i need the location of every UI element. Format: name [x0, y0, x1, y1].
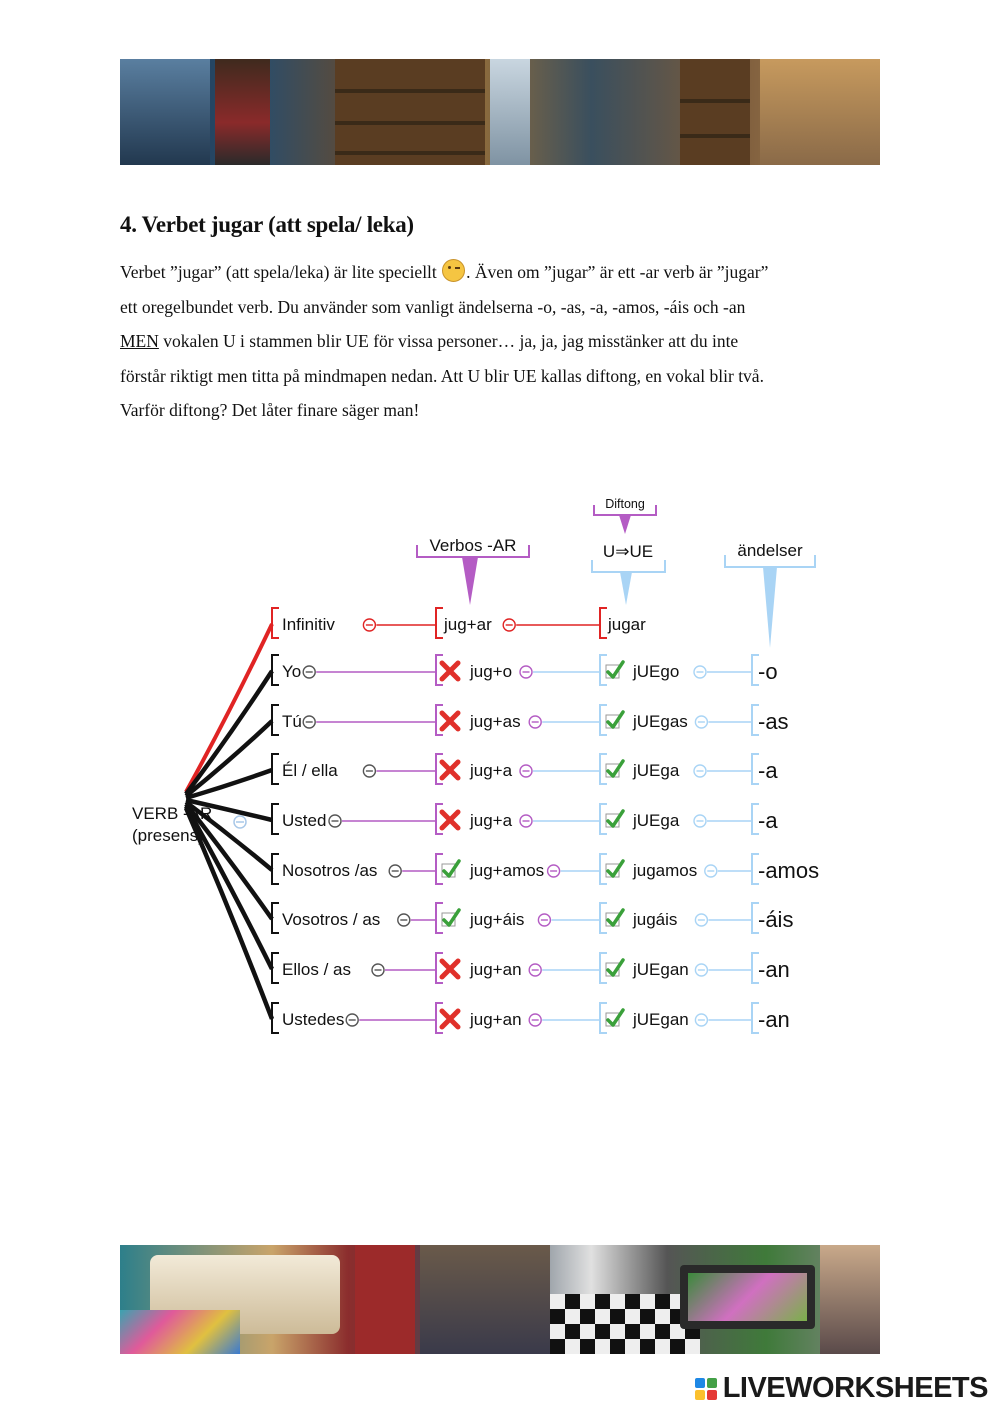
person-label: Ustedes — [282, 1010, 345, 1029]
header-diftong — [594, 497, 656, 534]
root-label-line-1: VERB -AR — [132, 804, 213, 823]
stem-label: jug+a — [470, 761, 513, 780]
conjugated-form-label: jUEga — [633, 761, 680, 780]
conjugated-form-label: jUEgo — [633, 662, 680, 681]
stem-label: jug+ar — [444, 615, 492, 634]
mindmap-row — [272, 655, 778, 685]
cross-icon — [442, 663, 458, 679]
ending-label: -as — [758, 709, 789, 734]
person-label: Nosotros /as — [282, 861, 378, 880]
stem-label: jug+amos — [470, 861, 545, 880]
checkmark-icon — [606, 910, 623, 926]
paragraph-men: MEN — [120, 331, 159, 351]
header-diftong-label: Diftong — [605, 497, 645, 511]
bottom-banner-image — [120, 1245, 880, 1354]
person-label: Vosotros / as — [282, 910, 381, 929]
stem-label: jug+áis — [470, 910, 525, 929]
checkmark-icon — [606, 712, 623, 728]
logo-text: LIVEWORKSHEETS — [722, 1372, 988, 1404]
header-verbos-label: Verbos -AR — [429, 536, 517, 555]
ending-label: -an — [758, 957, 790, 982]
header-andelser-label: ändelser — [737, 541, 803, 560]
conjugated-form-label: jugáis — [633, 910, 678, 929]
ending-label: -a — [758, 808, 778, 833]
conjugated-form-label: jugar — [608, 615, 646, 634]
stem-label: jug+a — [470, 811, 513, 830]
stem-label: jug+as — [470, 712, 521, 731]
mindmap-row — [272, 1003, 790, 1033]
mindmap-row — [272, 953, 790, 983]
cross-icon — [442, 713, 458, 729]
checkmark-icon — [606, 861, 623, 877]
stem-label: jug+o — [470, 662, 513, 681]
checkmark-icon — [606, 1010, 623, 1026]
cross-icon — [442, 812, 458, 828]
mindmap-row-infinitive — [272, 608, 646, 638]
conjugated-form-label: jUEga — [633, 811, 680, 830]
header-u-ue — [592, 542, 665, 605]
liveworksheets-logo — [695, 1372, 988, 1405]
mindmap-row — [272, 705, 789, 735]
header-u-ue-label: U⇒UE — [602, 542, 654, 561]
liveworksheets-mark-icon — [695, 1378, 717, 1400]
paragraph-line-3: vokalen U i stammen blir UE för vissa personer… ja, ja, jag misstänker att du inte — [158, 331, 739, 351]
checkmark-icon — [606, 662, 623, 678]
cross-icon — [442, 1011, 458, 1027]
paragraph-line-5: Varför diftong? Det låter finare säger man! — [120, 400, 420, 420]
checkmark-icon — [606, 811, 623, 827]
stem-label: jug+an — [470, 1010, 522, 1029]
root-label-line-2: (presens) — [132, 826, 204, 845]
paragraph-line-1a: Verbet ”jugar” (att spela/leka) är lite speciellt — [120, 262, 442, 282]
stem-label: jug+an — [470, 960, 522, 979]
cross-icon — [442, 762, 458, 778]
conjugated-form-label: jUEgan — [633, 960, 689, 979]
person-label: Ellos / as — [282, 960, 351, 979]
person-label: Infinitiv — [282, 615, 335, 634]
conjugated-form-label: jUEgas — [633, 712, 688, 731]
checkmark-icon — [442, 910, 459, 926]
person-label: Yo — [282, 662, 302, 681]
paragraph-line-4: förstår riktigt men titta på mindmapen nedan. Att U blir UE kallas diftong, en vokal blir två. — [120, 365, 764, 386]
paragraph-line-2: ett oregelbundet verb. Du använder som vanligt ändelserna -o, -as, -a, -amos, -áis och -an — [120, 296, 746, 317]
header-verbos — [417, 536, 529, 605]
cross-icon — [442, 961, 458, 977]
person-label: Usted — [282, 811, 327, 830]
person-label: Él / ella — [282, 761, 338, 780]
checkmark-icon — [606, 761, 623, 777]
conjugated-form-label: jugamos — [633, 861, 698, 880]
ending-label: -an — [758, 1007, 790, 1032]
ending-label: -o — [758, 659, 778, 684]
mindmap-row — [272, 854, 819, 884]
section-heading: 4. Verbet jugar (att spela/ leka) — [120, 212, 414, 237]
paragraph-line-1b: . Även om ”jugar” är ett -ar verb är ”jugar” — [466, 262, 769, 282]
ending-label: -áis — [758, 907, 794, 932]
conjugated-form-label: jUEgan — [633, 1010, 689, 1029]
mindmap-row — [272, 804, 778, 834]
mindmap-row — [272, 754, 778, 784]
checkmark-icon — [606, 960, 623, 976]
ending-label: -a — [758, 758, 778, 783]
header-andelser — [725, 541, 815, 648]
ending-label: -amos — [758, 858, 820, 883]
mindmap-row — [272, 903, 793, 933]
checkmark-icon — [442, 861, 459, 877]
person-label: Tú — [282, 712, 302, 731]
mindmap-rows — [272, 608, 819, 1033]
